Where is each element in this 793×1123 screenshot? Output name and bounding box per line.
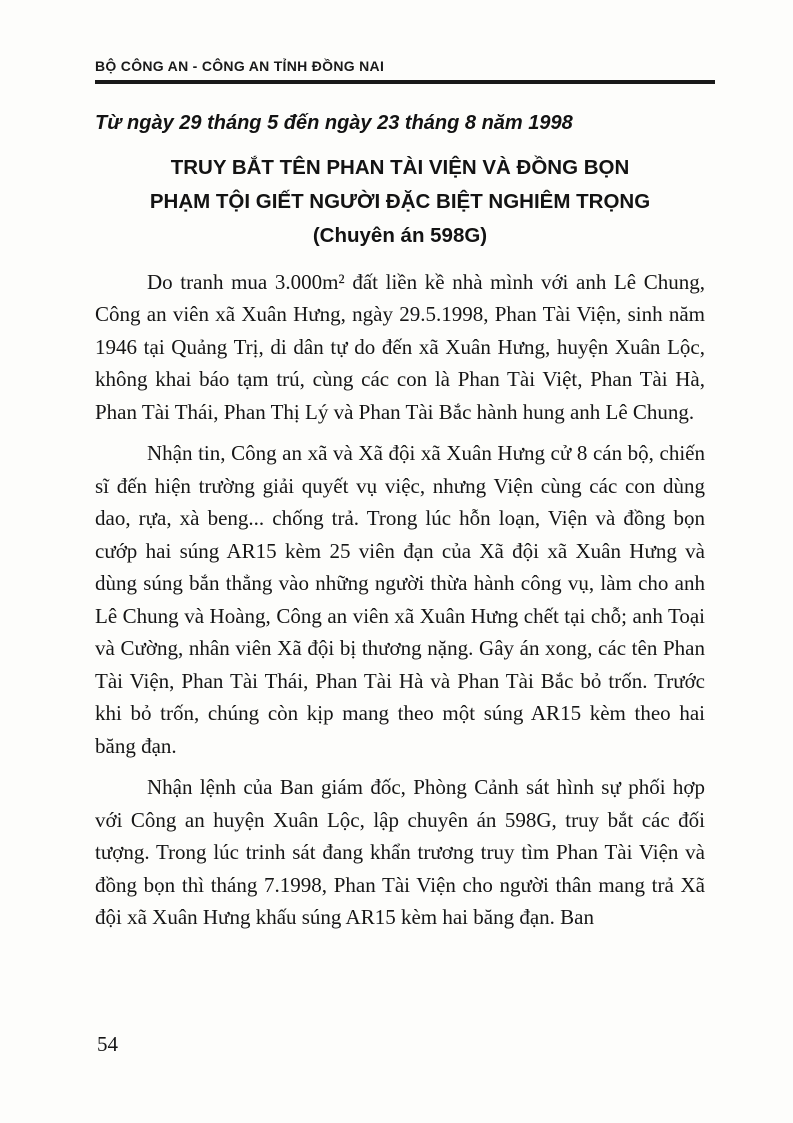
paragraph-2: Nhận tin, Công an xã và Xã đội xã Xuân Hưng cử 8 cán bộ, chiến sĩ đến hiện trường giải quyết vụ việc, nhưng Viện cùng các con dùng dao, rựa, xà beng... chống trả. Trong lúc hỗn loạn, Viện và đồng bọn cướp hai súng AR15 kèm 25 viên đạn của Xã đội xã Xuân Hưng và dùng súng bắn thẳng vào những người thừa hành công vụ, làm cho anh Lê Chung và Hoàng, Công an viên xã Xuân Hưng chết tại chỗ; anh Toại và Cường, nhân viên Xã đội bị thương nặng. Gây án xong, các tên Phan Tài Viện, Phan Tài Thái, Phan Tài Hà và Phan Tài Bắc bỏ trốn. Trước khi bỏ trốn, chúng còn kịp mang theo một súng AR15 kèm theo hai băng đạn. (95, 441, 705, 758)
header-rule-divider (95, 80, 715, 84)
case-title (95, 151, 705, 253)
case-title-line-3: (Chuyên án 598G) (312, 223, 488, 247)
case-title-line-2: PHẠM TỘI GIẾT NGƯỜI ĐẶC BIỆT NGHIÊM TRỌNG (149, 189, 651, 213)
body-text (95, 266, 705, 934)
case-date-range: Từ ngày 29 tháng 5 đến ngày 23 tháng 8 năm 1998 (95, 111, 573, 134)
paragraph-1: Do tranh mua 3.000m² đất liền kề nhà mình với anh Lê Chung, Công an viên xã Xuân Hưng, ngày 29.5.1998, Phan Tài Viện, sinh năm 1946 tại Quảng Trị, di dân tự do đến xã Xuân Hưng, huyện Xuân Lộc, không khai báo tạm trú, cùng các con là Phan Tài Việt, Phan Tài Hà, Phan Tài Thái, Phan Thị Lý và Phan Tài Bắc hành hung anh Lê Chung. (95, 269, 705, 424)
case-title-line-1: TRUY BẮT TÊN PHAN TÀI VIỆN VÀ ĐỒNG BỌN (170, 155, 630, 179)
running-header: BỘ CÔNG AN - CÔNG AN TỈNH ĐỒNG NAI (95, 58, 385, 74)
paragraph-3: Nhận lệnh của Ban giám đốc, Phòng Cảnh sát hình sự phối hợp với Công an huyện Xuân Lộc, lập chuyên án 598G, truy bắt các đối tượng. Trong lúc trinh sát đang khẩn trương truy tìm Phan Tài Viện và đồng bọn thì tháng 7.1998, Phan Tài Viện cho người thân mang trả Xã đội xã Xuân Hưng khấu súng AR15 kèm hai băng đạn. Ban (95, 775, 705, 929)
page-number: 54 (97, 1032, 118, 1056)
